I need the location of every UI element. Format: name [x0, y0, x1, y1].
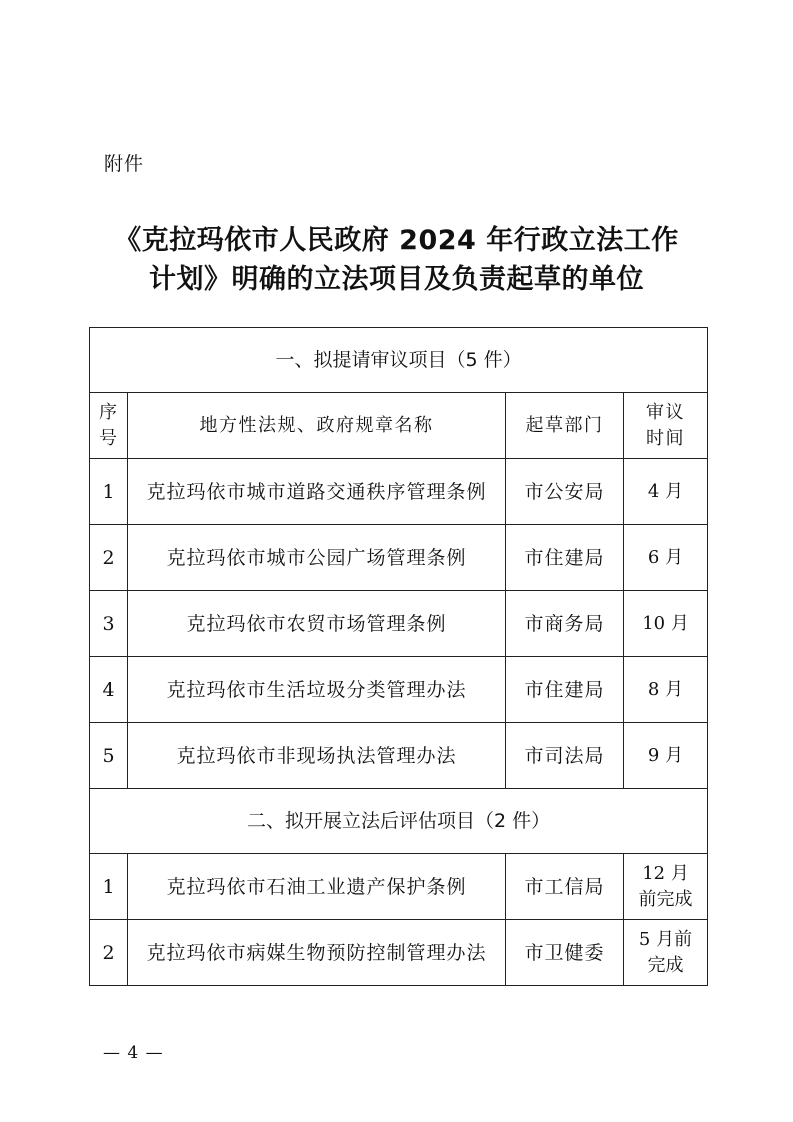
section-2-title: 二、拟开展立法后评估项目（2 件） — [90, 789, 708, 854]
document-title-line-2: 计划》明确的立法项目及负责起草的单位 — [149, 264, 644, 295]
row-time: 10 月 — [624, 591, 708, 657]
row-time: 4 月 — [624, 459, 708, 525]
table-row — [90, 591, 708, 657]
row-name: 克拉玛依市生活垃圾分类管理办法 — [128, 657, 506, 723]
row-seq: 3 — [90, 591, 128, 657]
attachment-label: 附件 — [104, 153, 145, 175]
header-dept: 起草部门 — [506, 393, 624, 459]
row-time: 5 月前完成 — [624, 920, 708, 986]
column-header-row — [90, 393, 708, 459]
row-name: 克拉玛依市农贸市场管理条例 — [128, 591, 506, 657]
row-time: 8 月 — [624, 657, 708, 723]
row-dept: 市卫健委 — [506, 920, 624, 986]
row-seq: 2 — [90, 525, 128, 591]
page-number: — 4 — — [103, 1043, 164, 1063]
row-dept: 市商务局 — [506, 591, 624, 657]
row-dept: 市住建局 — [506, 657, 624, 723]
row-dept: 市住建局 — [506, 525, 624, 591]
row-name: 克拉玛依市非现场执法管理办法 — [128, 723, 506, 789]
row-seq: 4 — [90, 657, 128, 723]
header-seq: 序号 — [90, 393, 128, 459]
table-row — [90, 920, 708, 986]
row-seq: 1 — [90, 459, 128, 525]
row-name: 克拉玛依市城市道路交通秩序管理条例 — [128, 459, 506, 525]
header-time: 审议时间 — [624, 393, 708, 459]
table-row — [90, 525, 708, 591]
table-row — [90, 723, 708, 789]
row-time: 9 月 — [624, 723, 708, 789]
row-seq: 1 — [90, 854, 128, 920]
row-dept: 市公安局 — [506, 459, 624, 525]
header-name: 地方性法规、政府规章名称 — [128, 393, 506, 459]
table-row — [90, 854, 708, 920]
section-1-title: 一、拟提请审议项目（5 件） — [90, 328, 708, 393]
legislation-project-table — [89, 327, 708, 986]
row-seq: 2 — [90, 920, 128, 986]
table-row — [90, 657, 708, 723]
row-name: 克拉玛依市病媒生物预防控制管理办法 — [128, 920, 506, 986]
section-1-header-row — [90, 328, 708, 393]
row-name: 克拉玛依市石油工业遗产保护条例 — [128, 854, 506, 920]
row-dept: 市司法局 — [506, 723, 624, 789]
document-title-line-1: 《克拉玛依市人民政府 2024 年行政立法工作 — [114, 225, 679, 256]
row-dept: 市工信局 — [506, 854, 624, 920]
row-name: 克拉玛依市城市公园广场管理条例 — [128, 525, 506, 591]
row-seq: 5 — [90, 723, 128, 789]
row-time: 6 月 — [624, 525, 708, 591]
table-row — [90, 459, 708, 525]
section-2-header-row — [90, 789, 708, 854]
row-time: 12 月前完成 — [624, 854, 708, 920]
